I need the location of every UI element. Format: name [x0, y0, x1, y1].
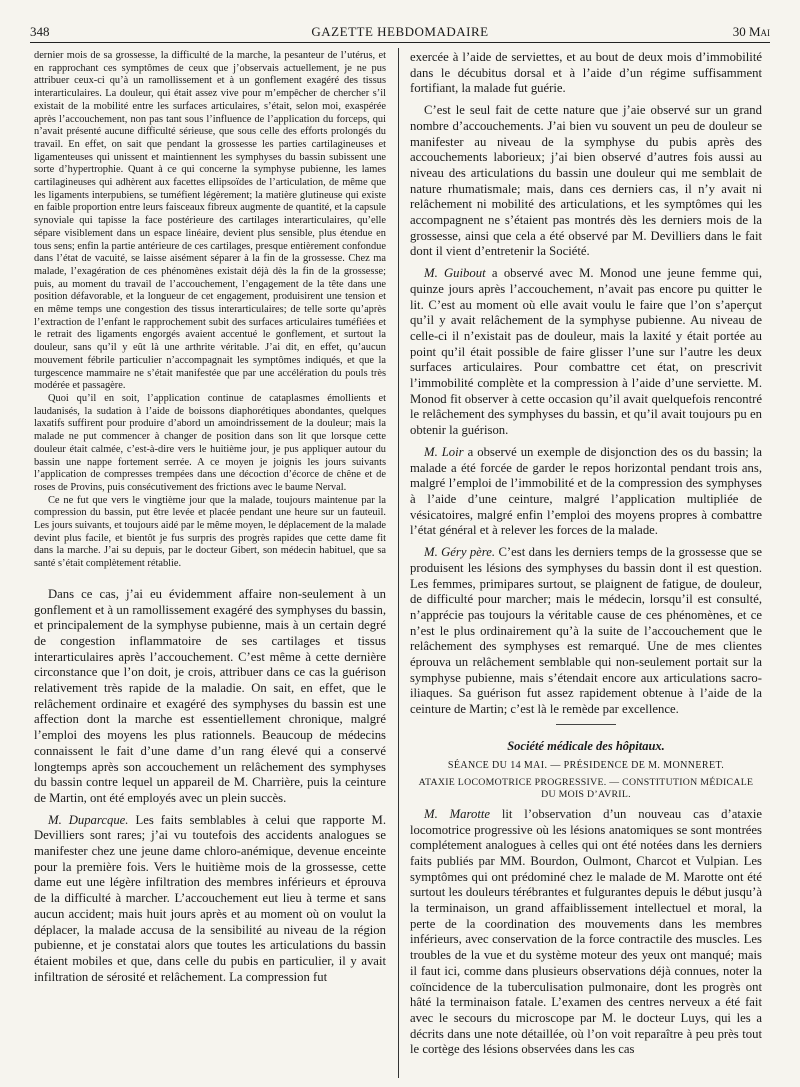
paragraph: Quoi qu’il en soit, l’application continue de cataplasmes émollients et laudanisés, la sudation à l’aide de boissons diaphorétiques abondantes, quelques laxatifs suffirent pour produire d’abord un amoindrissement de la douleur; mais la malade ne put commencer à changer de position dans son lit que lorsque cette douleur était calmée, c’est-à-dire vers le huitième jour, je pus appliquer autour du bassin une nappe fortement serrée. A ce moyen je joignis les jours suivants l’application de compresses trempées dans une décoction d’écorce de chêne et de roses de Provins, puis consécutivement des frictions avec le baume Nerval. — [34, 392, 386, 493]
small-print-section — [34, 50, 386, 571]
section-title: Société médicale des hôpitaux. — [507, 738, 665, 753]
speaker-name: M. Loir — [424, 444, 464, 459]
issue-date: 30 Mai — [732, 24, 770, 39]
paragraph: exercée à l’aide de serviettes, et au bout de deux mois d’immobilité dans le décubitus dorsal et à l’aide d’un régime suffisamment fortifiant, la malade fut guérie. — [410, 50, 762, 96]
paragraph: Ce ne fut que vers le vingtième jour que la malade, toujours maintenue par la compression du bassin, put être levée et placée pendant une heure sur un fauteuil. Les jours suivants, et toujours aidé par le même moyen, le déplacement de la malade devint plus facile, et bientôt je fus surpris des progrès rapides que cette dame fit dans la marche. J’ai su depuis, par le docteur Gibert, son médecin habituel, que sa santé s’était complètement rétablie. — [34, 494, 387, 570]
paragraph: Dans ce cas, j’ai eu évidemment affaire non-seulement à un gonflement et à un ramollissement exagéré des symphyses du bassin, et principalement de la symphyse pubienne, mais à un certain degré de congestion inflammatoire de ses cartilages et tissus interarticulaires après l’accouchement. C’est même à cette dernière circonstance que l’on doit, je crois, attribuer dans ce cas la guérison relativement très rapide de la maladie. On sait, en effet, que le relâchement ordinaire et exagéré des symphyses du bassin est une affection dont la marche est essentiellement chronique, malgré l’emploi des moyens les plus rationnels. Beaucoup de médecins connaissent le fait d’une dame d’un rang élevé qui a conservé longtemps après son accouchement un relâchement des symphyses du bassin contre lequel un appareil de M. Charrière, puis la ceinture de Martin, ont été employés avec un plein succès. — [34, 586, 386, 805]
paragraph-guibout — [410, 266, 762, 439]
page-header — [30, 22, 770, 44]
page-number: 348 — [30, 24, 50, 39]
subject-heading: ATAXIE LOCOMOTRICE PROGRESSIVE. — CONSTITUTION MÉDICALE DU MOIS D’AVRIL. — [418, 776, 754, 800]
speaker-text: a observé un exemple de disjonction des os du bassin; la malade a été forcée de garder le repos horizontal pendant trois ans, malgré l’emploi de l’immobilité et de la compression des symphyses à l’aide d’une ceinture, malgré l’application multipliée de vésicatoires, malgré enfin l’emploi des moyens propres à combattre l’état général et à relever les forces de la malade. — [410, 444, 762, 538]
right-column — [410, 50, 762, 1058]
paragraph: C’est le seul fait de cette nature que j’aie observé sur un grand nombre d’accouchements. J’ai bien vu souvent un peu de douleur se manifester au niveau de la symphyse du pubis après des accouchements laborieux; j’ai bien observé d’autres fois aussi au niveau des articulations du bassin une douleur qui me semblait de nature rhumatismale; mais, dans ces derniers cas, il n’y avait ni relâchement ni mobilité des articulations, et les symptômes qui les accompagnent ne s’étaient pas montrés dès les derniers mois de la grossesse, ainsi que cela a été observé par M. Devilliers dans le fait dont il vient d’entretenir la Société. — [410, 103, 762, 259]
speaker-text: lit l’observation d’un nouveau cas d’ataxie locomotrice progressive où les lésions anatomiques se sont montrées complétement analogues à celles qui ont été notées dans les derniers faits publiés par MM. Bourdon, Oulmont, Charcot et Vulpian. Les symptômes qui ont prédominé chez le malade de M. Marotte ont été surtout les douleurs térébrantes et fulgurantes depuis le début jusqu’à la terminaison, un grand affaiblissement intellectuel et moral, la perte de la coordination des mouvements dans les membres inférieurs, avec conservation de la force contractile des muscles. Les troubles de la vue et du système moteur des yeux ont manqué; mais il faut ici, comme dans plusieurs observations déjà connues, noter la coïncidence de la tuberculisation pulmonaire, dont les progrès ont hâté la terminaison fatale. L’examen des centres nerveux a été fait avec le secours du microscope par M. le docteur Luys, qui les a décrits dans une note détaillée, où l’on voit reparaître à peu près tout le cortège des lésions observées dans les cas — [410, 806, 762, 1057]
speaker-text: C’est dans les derniers temps de la grossesse que se produisent les lésions des symphyses du bassin dont il est question. Les femmes, primipares surtout, se plaignent de fatigue, de douleur, de difficulté pour marcher; mais le médecin, lorsqu’il est consulté, n’apprécie pas toujours la véritable cause de ces phénomènes, et ce n’est le plus ordinairement qu’à la suite de l’accouchement que le relâchement des symphyses est remarqué. Une de mes clientes éprouva un relâchement semblable qui non-seulement portait sur la symphyse pubienne, mais s’étendait encore aux articulations sacro-iliaques. Sa guérison fut assez rapidement obtenue à l’aide de la ceinture de Martin; c’est là le remède par excellence. — [410, 545, 762, 717]
section-rule — [556, 724, 616, 725]
header-rule — [30, 42, 770, 43]
seance-line: SÉANCE DU 14 MAI. — PRÉSIDENCE DE M. MONNERET. — [447, 759, 725, 771]
body-section — [34, 587, 386, 986]
speaker-text: Les faits semblables à celui que rapporte M. Devilliers sont rares; j’ai vu toutefois des accidents analogues se manifester chez une jeune dame chloro-anémique, devenue enceinte pour la première fois. Vers le huitième mois de la grossesse, cette dame eut une légère infiltration des membres inférieurs et éprouva de la difficulté à marcher. L’accouchement eut lieu à terme et sans aucun accident; mais huit jours après et au moment où on voulut la déplacer, la malade accusa de la sensibilité au niveau de la région pubienne, et je constatai alors que toutes les articulations du bassin étaient mobiles et que, dans celle du pubis en particulier, il y avait infiltration de sérosité et relâchement. La compression fut — [34, 812, 386, 984]
paragraph-loir — [410, 445, 762, 539]
paragraph-duparcque — [34, 813, 386, 986]
speaker-name: M. Duparcque. — [48, 812, 129, 827]
body-section — [410, 50, 762, 718]
society-body — [410, 807, 762, 1058]
speaker-text: a observé avec M. Monod une jeune femme qui, quinze jours après l’accouchement, n’avait pas encore pu quitter le lit. C’est au moment où elle avait voulu le faire que l’on s’aperçut qu’il y avait relâchement de la symphyse pubienne. Au niveau de celle-ci il n’existait pas de douleur, mais la laxité y était portée au point qu’il était possible de faire glisser l’une sur l’autre les deux surfaces articulaires. Pour combattre cet état, on prescrivit l’immobilité complète et la compression à l’aide d’une serviette. M. Monod fit observer à cette occasion qu’il avait quelquefois rencontré le relâchement des symphyses du bassin, et qu’il avait toujours pu en obtenir la guérison. — [410, 266, 762, 438]
speaker-name: M. Marotte — [424, 806, 491, 821]
speaker-name: M. Guibout — [424, 266, 486, 281]
paragraph-marotte — [410, 807, 762, 1058]
speaker-name: M. Géry père. — [424, 545, 496, 560]
column-divider — [398, 48, 399, 1078]
paragraph-gery — [410, 545, 762, 718]
left-column — [34, 50, 386, 985]
paragraph: dernier mois de sa grossesse, la difficulté de la marche, la pesanteur de l’utérus, et en rapprochant ces symptômes de ceux que j’observais actuellement, je ne pus attribuer ceux-ci qu’à un ramollissement et à un gonflement exagéré des tissus interarticulaires. La douleur, qui était assez vive pour m’empêcher de chercher s’il existait de la mobilité entre les surfaces articulaires, s’était, selon moi, exaspérée après l’accouchement, non pas tant sous l’influence de l’application du forceps, qui n’avait présenté aucune difficulté sérieuse, que sous celle des efforts prolongés du travail. En effet, on sait que pendant la grossesse les parties cartilagineuses et ligamenteuses qui unissent et maintiennent les symphyses du bassin subissent une sorte d’hypertrophie. Quant à ce qui concerne la symphyse pubienne, les lames cartilagineuses qui adhèrent aux facettes ellipsoïdes de l’articulation, de même que les ligaments interpubiens, se tuméfient légèrement; la matière glutineuse qui existe en faible proportion entre leurs faisceaux fibreux augmente de quantité, et la capsule synoviale qui tapisse la face postérieure des cartilages interarticulaires, qu’elle sépare visiblement dans un espace linéaire, devient plus sensible, plus étendue en tous sens; enfin la partie antérieure de ces cartilages, presque entièrement confondue dans l’état de vacuité, se laisse aisément séparer à la fin de la grossesse. Chez ma malade, l’exagération de ces phénomènes existait déjà dès la fin de la grossesse; puis, au moment du travail de l’accouchement, l’engagement de la tête dans une position défavorable, et la longueur de cet engagement, produisirent une tension et en même temps une congestion des tissus interarticulaires; de telle sorte qu’après l’extraction de l’enfant le rapprochement subit des surfaces articulaires tuméfiées et le retrait des ligaments engorgés avaient accentué le gonflement, et surtout la douleur, sans qu’il y eût là une arthrite véritable. J’ai dit, en effet, qu’aucun mouvement fébrile particulier n’accompagnait les symptômes indiqués, et que la turgescence mammaire ne s’était manifestée que par une accélération du pouls très modérée et passagère. — [34, 50, 386, 392]
journal-title: GAZETTE HEBDOMADAIRE — [311, 24, 489, 39]
